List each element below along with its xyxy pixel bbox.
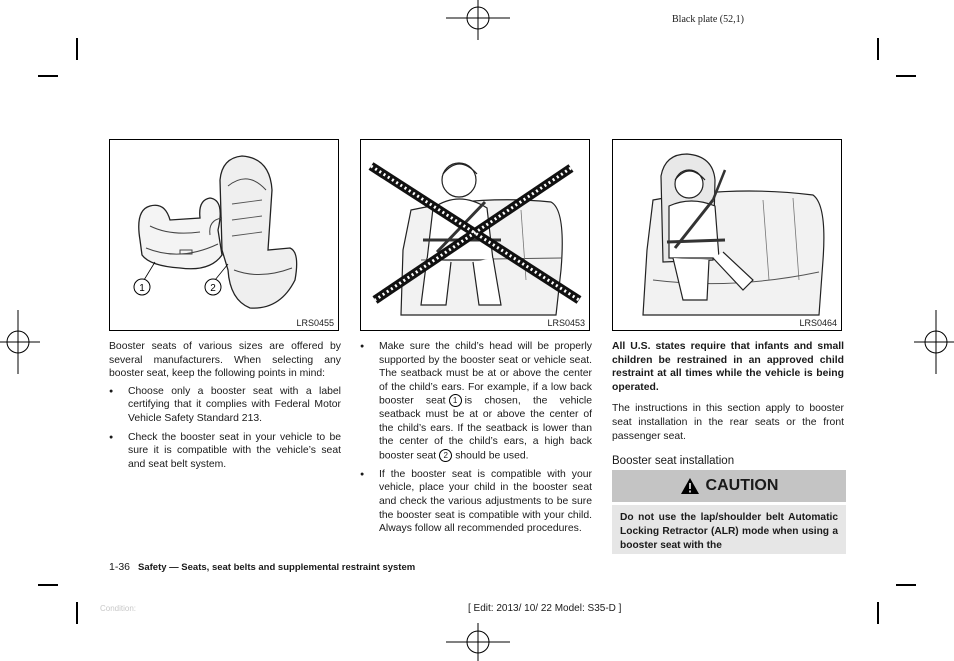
crop-mark bbox=[38, 584, 58, 586]
edit-info: [ Edit: 2013/ 10/ 22 Model: S35-D ] bbox=[468, 603, 622, 614]
callout-2: 2 bbox=[439, 449, 452, 462]
callout-1: 1 bbox=[139, 283, 145, 294]
registration-mark-bottom bbox=[446, 623, 510, 661]
column-2 bbox=[360, 340, 592, 541]
figure-incorrect-seating bbox=[360, 139, 590, 331]
figure-code: LRS0453 bbox=[547, 318, 585, 328]
figure-code: LRS0464 bbox=[799, 318, 837, 328]
page-number: 1-36 bbox=[109, 561, 131, 573]
column-1 bbox=[109, 340, 341, 476]
figure-code: LRS0455 bbox=[296, 318, 334, 328]
plate-label: Black plate (52,1) bbox=[672, 14, 744, 25]
callout-1: 1 bbox=[449, 394, 462, 407]
figure-booster-seats bbox=[109, 139, 339, 331]
callout-2: 2 bbox=[210, 283, 216, 294]
caution-text: Do not use the lap/shoulder belt Automatic Locking Retractor (ALR) mode when using a booster seat with the bbox=[620, 512, 838, 551]
registration-mark-right bbox=[914, 310, 954, 374]
caution-title: CAUTION bbox=[705, 477, 779, 494]
condition-label: Condition: bbox=[100, 604, 137, 613]
crop-mark bbox=[38, 75, 58, 77]
list-item: ● Make sure the child’s head will be properly supported by the booster seat or vehicle seat. The seatback must be at or above the center of the child’s ears. For example, if a low back booster seat 1 is chosen, the vehicle seatback must be at or above the center of the child’s ears. If the seatback is lower than the center of the child’s ears, a high back booster seat 2 should be used. bbox=[360, 340, 592, 463]
paragraph: The instructions in this section apply to booster seat installation in the rear seats or the front passenger seat. bbox=[612, 403, 844, 442]
section-heading: Booster seat installation bbox=[612, 455, 735, 468]
section-title: Safety — Seats, seat belts and supplemental restraint system bbox=[138, 562, 416, 573]
list-item: ● Choose only a booster seat with a label certifying that it complies with Federal Motor Vehicle Safety Standard 213. bbox=[109, 385, 341, 426]
column-3 bbox=[612, 340, 844, 477]
figure-correct-seating bbox=[612, 139, 842, 331]
crop-mark bbox=[896, 584, 916, 586]
crop-mark bbox=[877, 38, 879, 60]
caution-box bbox=[612, 470, 846, 554]
booster-seats-illustration bbox=[110, 140, 338, 330]
bullet-list bbox=[360, 340, 592, 536]
intro-paragraph: Booster seats of various sizes are offered by several manufacturers. When selecting any booster seat, keep the following points in mind: bbox=[109, 341, 341, 380]
registration-mark-left bbox=[0, 310, 40, 374]
bullet-list bbox=[109, 385, 341, 472]
caution-header bbox=[612, 470, 846, 505]
list-item: ● Check the booster seat in your vehicle to be sure it is compatible with the vehicle’s seat and seat belt system. bbox=[109, 431, 341, 472]
crop-mark bbox=[896, 75, 916, 77]
crop-mark bbox=[76, 38, 78, 60]
list-item: ● If the booster seat is compatible with your vehicle, place your child in the booster seat and check the various adjustments to be sure the booster seat is compatible with your child. Always follow all recommended procedures. bbox=[360, 468, 592, 536]
incorrect-seating-illustration bbox=[361, 140, 589, 330]
crop-mark bbox=[76, 602, 78, 624]
warning-paragraph: All U.S. states require that infants and small children be restrained in an approved child restraint at all times while the vehicle is being operated. bbox=[612, 341, 844, 393]
registration-mark-top bbox=[446, 0, 510, 40]
correct-seating-illustration bbox=[613, 140, 841, 330]
crop-mark bbox=[877, 602, 879, 624]
warning-triangle-icon bbox=[680, 477, 700, 495]
page-footer bbox=[109, 561, 415, 573]
